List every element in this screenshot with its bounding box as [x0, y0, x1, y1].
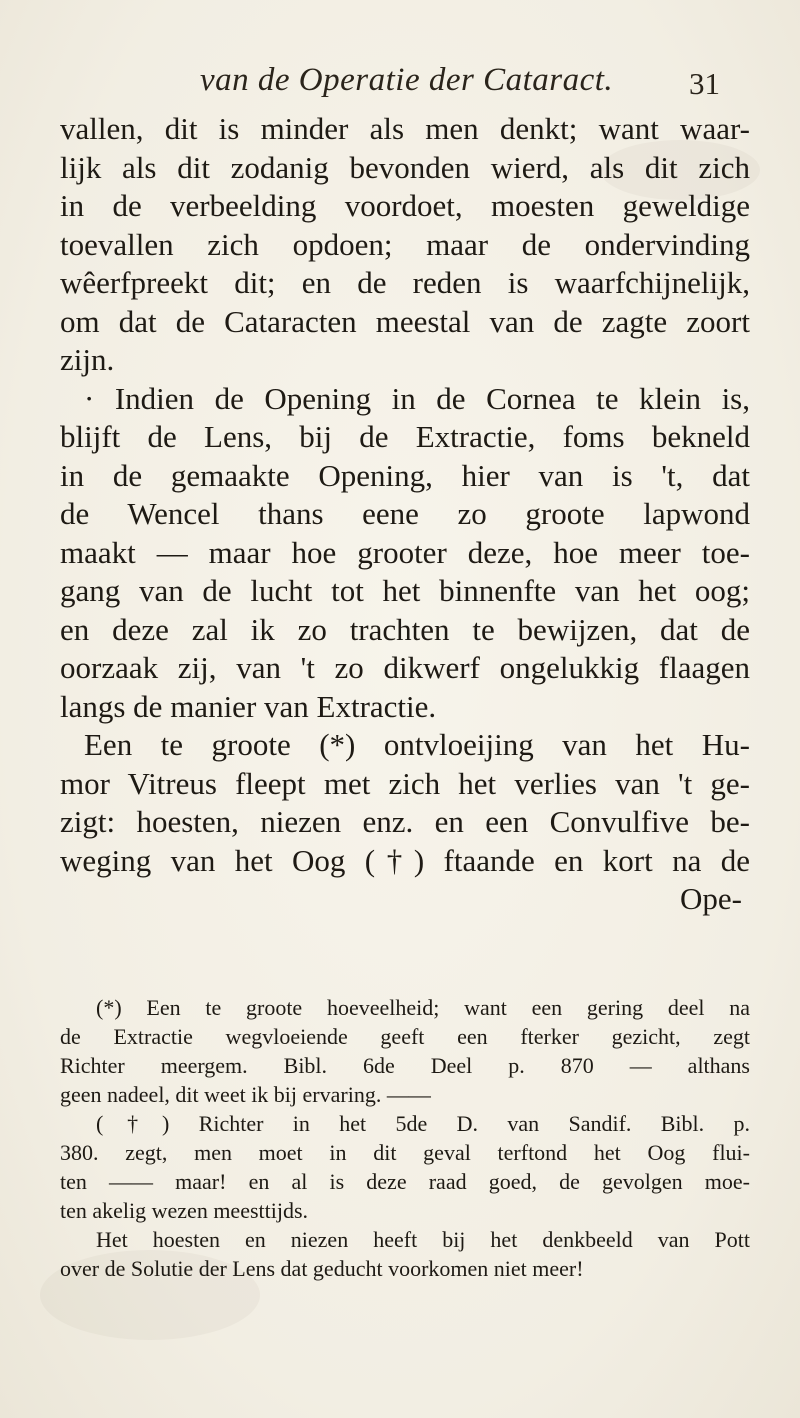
- catchword: Ope-: [680, 881, 742, 916]
- text-line: Een te groote (*) ontvloeijing van het Hu-: [84, 727, 750, 762]
- footnote-line: ten akelig wezen meesttijds.: [60, 1198, 309, 1223]
- text-line: blijft de Lens, bij de Extractie, foms bekneld: [60, 419, 750, 454]
- footnote-line: Richter meergem. Bibl. 6de Deel p. 870 — althans: [60, 1053, 750, 1078]
- text-line: gang van de lucht tot het binnenfte van het oog;: [60, 573, 750, 608]
- text-line: in de verbeelding voordoet, moesten geweldige: [60, 188, 750, 223]
- text-line: in de gemaakte Opening, hier van is 't, dat: [60, 457, 750, 493]
- footnote-line: over de Solutie der Lens dat geducht voorkomen niet meer!: [60, 1256, 584, 1281]
- footnote-line: ten —— maar! en al is deze raad goed, de gevolgen moe-: [60, 1169, 750, 1194]
- footnote-line: de Extractie wegvloeiende geeft een fterker gezicht, zegt: [60, 1024, 750, 1049]
- text-line: weging van het Oog (†) ftaande en kort na de: [60, 842, 750, 878]
- text-line: de Wencel thans eene zo groote lapwond: [60, 496, 750, 531]
- body-text: [60, 110, 750, 919]
- footnote-line: (*) Een te groote hoeveelheid; want een gering deel na: [96, 995, 750, 1020]
- text-line: toevallen zich opdoen; maar de ondervinding: [60, 226, 750, 262]
- running-title: van de Operatie der Cataract.: [200, 62, 614, 98]
- page-header: [160, 62, 720, 102]
- footnote-line: 380. zegt, men moet in dit geval terftond het Oog flui-: [60, 1140, 750, 1165]
- footnotes: [60, 993, 750, 1283]
- text-line: maakt — maar hoe grooter deze, hoe meer toe-: [60, 534, 750, 570]
- text-line: mor Vitreus fleept met zich het verlies van 't ge-: [60, 765, 750, 801]
- text-line: lijk als dit zodanig bevonden wierd, als dit zich: [60, 149, 750, 185]
- text-line: zijn.: [60, 342, 115, 377]
- footnote-line: Het hoesten en niezen heeft bij het denkbeeld van Pott: [96, 1227, 750, 1252]
- text-line: om dat de Cataracten meestal van de zagte zoort: [60, 303, 750, 339]
- text-line: vallen, dit is minder als men denkt; want waar-: [60, 111, 750, 146]
- page-number: 31: [689, 66, 720, 101]
- footnote-line: geen nadeel, dit weet ik bij ervaring. ——: [60, 1082, 431, 1107]
- text-line: oorzaak zij, van 't zo dikwerf ongelukkig flaagen: [60, 650, 750, 685]
- text-line: langs de manier van Extractie.: [60, 688, 437, 724]
- text-line: wêerfpreekt dit; en de reden is waarfchijnelijk,: [60, 265, 750, 300]
- text-line: · Indien de Opening in de Cornea te klein is,: [84, 380, 750, 416]
- footnote-line: (†) Richter in het 5de D. van Sandif. Bibl. p.: [96, 1111, 750, 1136]
- text-line: en deze zal ik zo trachten te bewijzen, dat de: [60, 611, 750, 647]
- text-line: zigt: hoesten, niezen enz. en een Convulfive be-: [60, 804, 750, 839]
